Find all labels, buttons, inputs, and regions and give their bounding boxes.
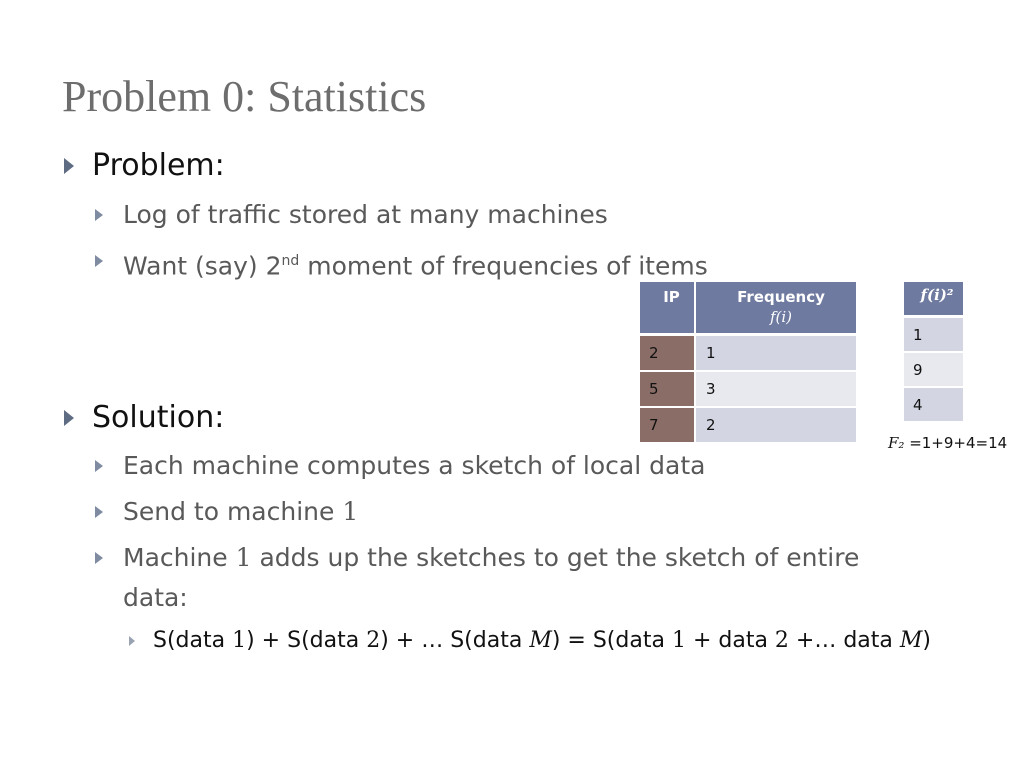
formula-number: 1 (671, 628, 686, 653)
moment-text-before: Want (say) 2 (123, 251, 282, 281)
f2-symbol: F₂ (888, 434, 905, 452)
bullet-arrow-icon (64, 410, 74, 426)
frequency-cell: 1 (696, 336, 856, 372)
bullet-arrow-icon (95, 209, 103, 221)
add-text-1: Machine (123, 543, 236, 572)
bullet-arrow-icon (95, 460, 103, 472)
header-square: f(i)² (904, 282, 963, 318)
f2-label (888, 434, 1007, 452)
send-machine-number: 1 (342, 497, 359, 526)
solution-item-add (123, 543, 859, 573)
header-frequency-math: f(i) (769, 308, 793, 326)
formula-variable: M (899, 628, 923, 653)
ip-cell: 2 (640, 336, 696, 372)
bullet-arrow-icon (95, 552, 103, 564)
table-row (640, 336, 856, 372)
formula-part: S(data (153, 628, 233, 653)
formula-part: ) + … S(data (380, 628, 530, 653)
add-text-2: adds up the sketches to get the sketch of entire (251, 543, 860, 572)
moment-superscript: nd (281, 253, 300, 269)
solution-item-add-line2: data: (123, 583, 188, 612)
bullet-arrow-icon (64, 158, 74, 174)
solution-item-sketch: Each machine computes a sketch of local data (123, 451, 706, 480)
table-row (640, 372, 856, 408)
square-table (904, 282, 963, 423)
problem-item-moment (123, 246, 708, 281)
square-cell: 9 (904, 353, 963, 388)
bullet-arrow-icon (129, 636, 135, 646)
sketch-formula (153, 627, 931, 655)
f2-equation: =1+9+4=14 (904, 434, 1008, 452)
formula-number: 2 (774, 628, 789, 653)
formula-part: + data (685, 628, 775, 653)
square-cell: 1 (904, 318, 963, 353)
formula-variable: M (529, 628, 552, 653)
square-cell: 4 (904, 388, 963, 423)
frequency-table (640, 282, 856, 444)
ip-cell: 5 (640, 372, 696, 408)
bullet-arrow-icon (95, 506, 103, 518)
table-row (640, 408, 856, 444)
formula-number: 1 (232, 628, 247, 653)
problem-item-log: Log of traffic stored at many machines (123, 200, 608, 229)
table-row (904, 318, 963, 353)
formula-part: ) + S(data (246, 628, 367, 653)
frequency-cell: 2 (696, 408, 856, 444)
solution-item-send (123, 497, 358, 527)
table-row (904, 388, 963, 423)
solution-heading: Solution: (92, 400, 225, 435)
add-machine-number: 1 (235, 543, 252, 572)
formula-part: ) (922, 628, 932, 653)
header-frequency-label: Frequency (737, 288, 825, 306)
header-ip: IP (640, 282, 696, 336)
ip-cell: 7 (640, 408, 696, 444)
frequency-cell: 3 (696, 372, 856, 408)
moment-text-after: moment of frequencies of items (299, 251, 708, 281)
bullet-arrow-icon (95, 255, 103, 267)
header-frequency (696, 282, 856, 336)
problem-heading: Problem: (92, 148, 225, 183)
formula-part: +… data (788, 628, 900, 653)
table-row (904, 353, 963, 388)
slide-title: Problem 0: Statistics (62, 72, 427, 121)
send-text: Send to machine (123, 497, 343, 526)
formula-number: 2 (366, 628, 381, 653)
formula-part: ) = S(data (551, 628, 672, 653)
